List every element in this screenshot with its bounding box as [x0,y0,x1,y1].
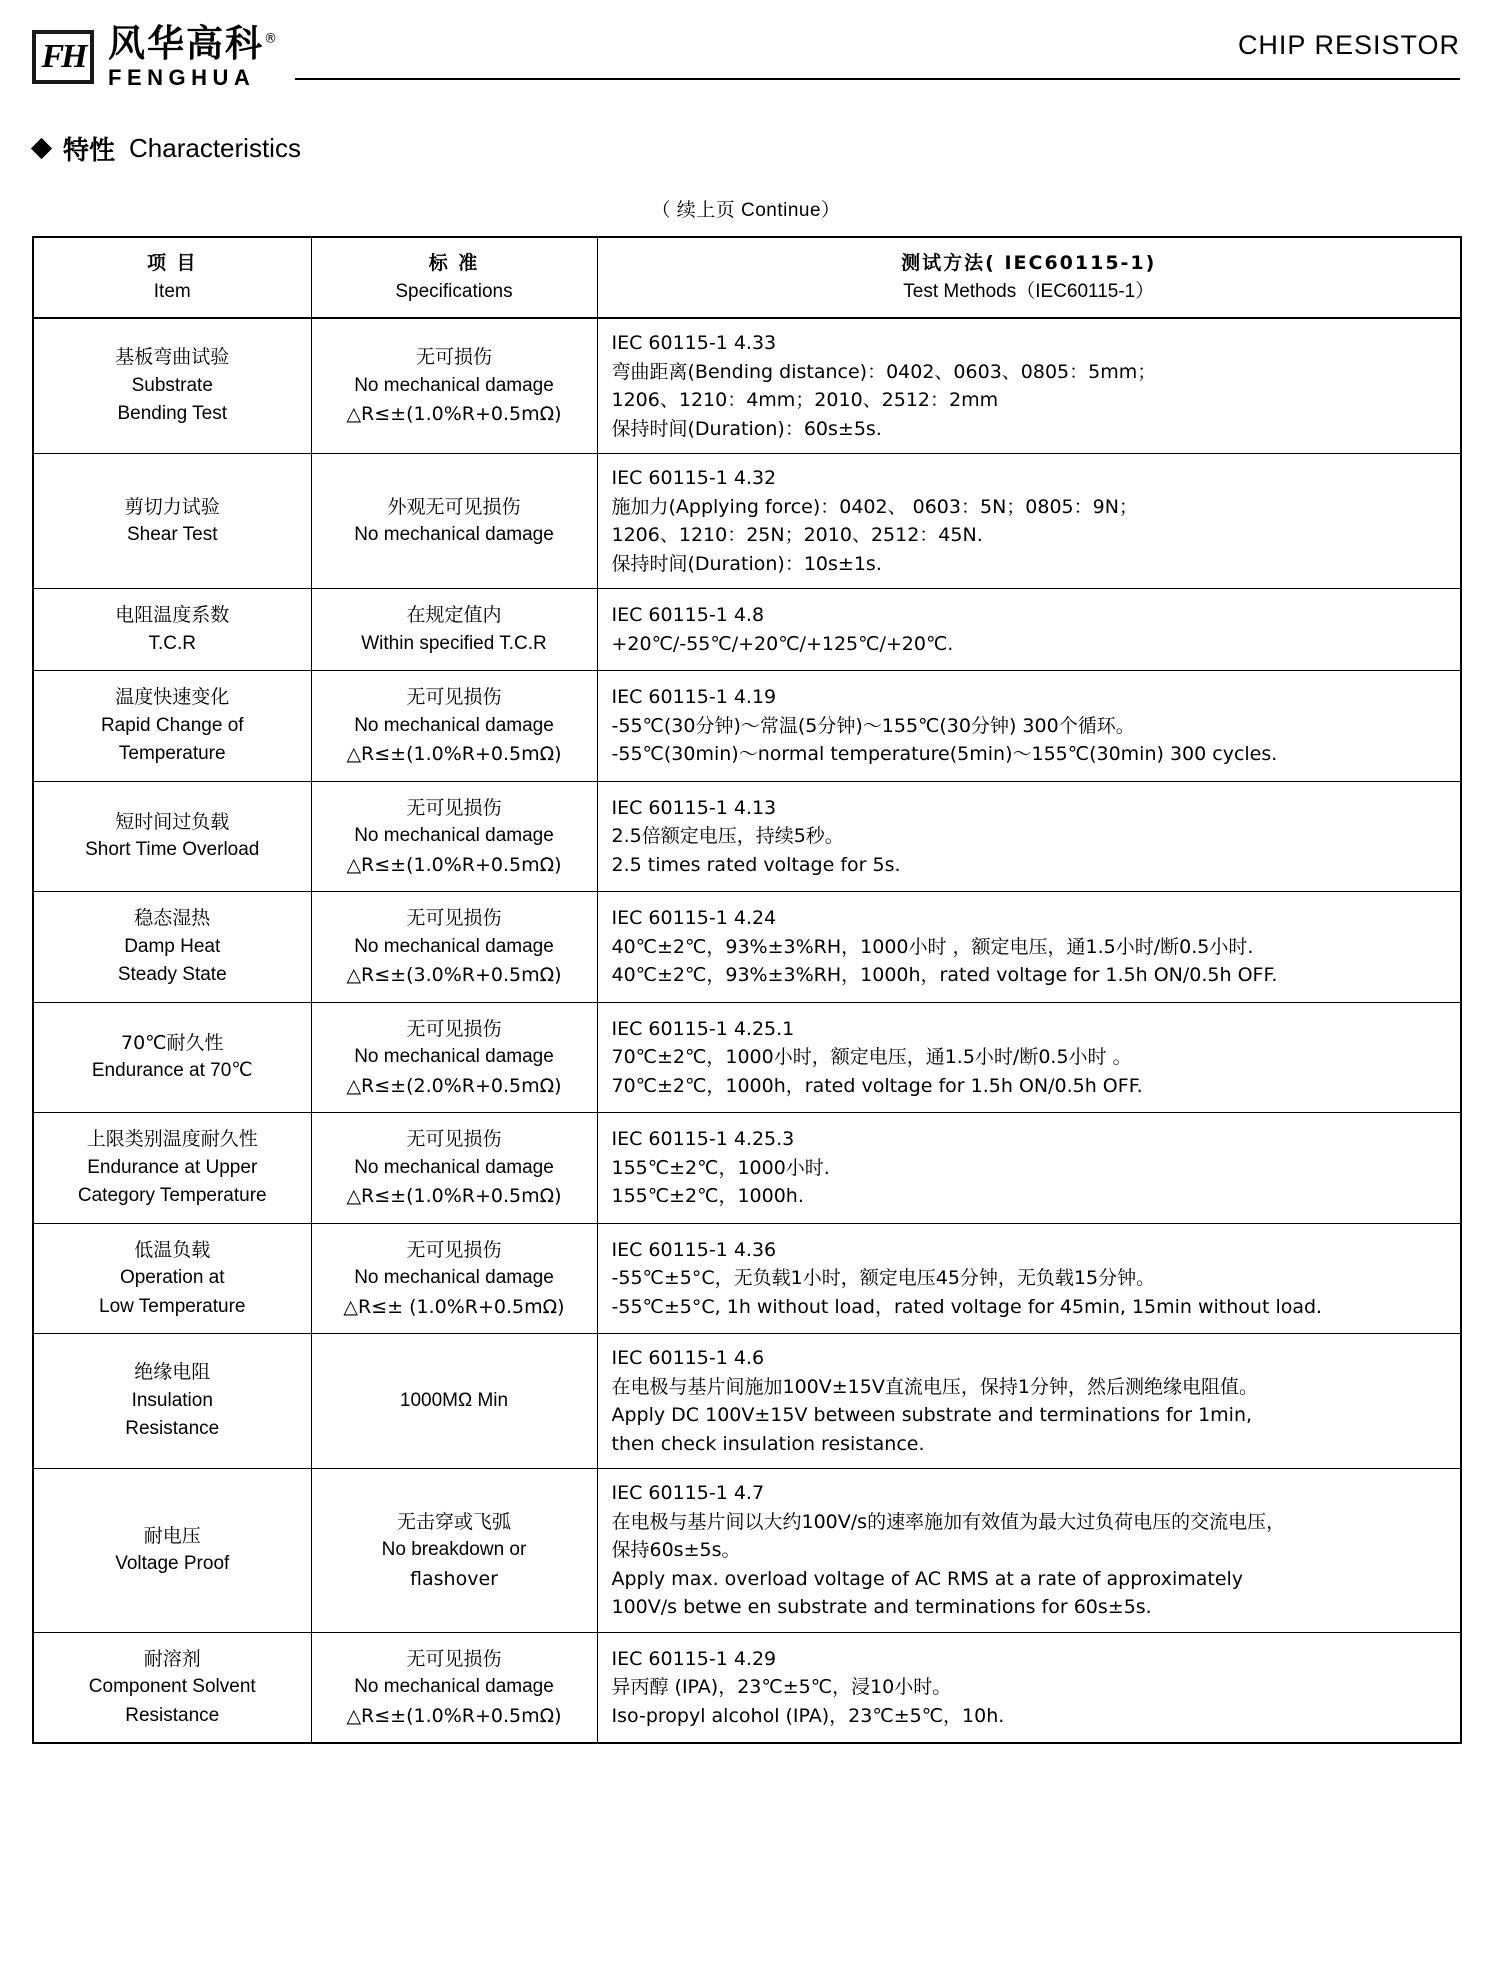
cell-item-en: Rapid Change of [100,714,244,736]
column-header-method-cn: 测试方法( IEC60115-1) [901,252,1157,274]
cell-item-cn: 绝缘电阻 [134,1361,211,1384]
cell-spec-en: No mechanical damage [354,1676,554,1698]
method-line: 1206、1210：25N；2010、2512：45N. [611,524,983,547]
cell-spec-extra: △R≤±(1.0%R+0.5mΩ) [346,403,562,426]
registered-mark: ® [264,31,279,47]
cell-specification [311,892,597,1003]
cell-item-en2: Resistance [125,1418,220,1440]
logo-wordmark [108,22,279,90]
method-line: 70℃±2℃，1000h，rated voltage for 1.5h ON/0.5h OFF. [611,1074,1143,1097]
table-header [33,237,1461,318]
method-line: IEC 60115-1 4.13 [611,796,777,819]
method-line: IEC 60115-1 4.36 [611,1238,777,1261]
method-line: IEC 60115-1 4.24 [611,907,777,930]
cell-item-en: Component Solvent [88,1676,256,1698]
column-header-item-en: Item [153,280,191,302]
cell-spec-en: Within specified T.C.R [361,632,547,654]
logo-chinese-name: 风华高科® [108,22,279,65]
cell-spec-cn: 无击穿或飞弧 [396,1510,511,1533]
cell-spec-extra: △R≤±(1.0%R+0.5mΩ) [346,743,562,766]
method-line: Iso-propyl alcohol (IPA)，23℃±5℃，10h. [611,1704,1005,1727]
cell-item-en: Shear Test [127,524,218,546]
cell-item-cn: 耐溶剂 [143,1647,201,1670]
cell-spec-en: 1000MΩ Min [399,1389,509,1411]
cell-item [33,892,311,1003]
cell-spec-en: No mechanical damage [354,524,554,546]
method-line: 异丙醇 (IPA)，23℃±5℃，浸10小时。 [611,1676,952,1699]
cell-test-method [597,318,1461,454]
column-header-spec-en: Specifications [395,280,513,302]
method-line: -55℃(30min)～normal temperature(5min)～155℃(30min) 300 cycles. [611,743,1278,766]
cell-item [33,671,311,782]
method-line: -55℃±5°C，无负载1小时，额定电压45分钟，无负载15分钟。 [611,1267,1156,1290]
method-line: then check insulation resistance. [611,1432,925,1455]
cell-spec-cn: 无可见损伤 [406,1128,502,1151]
cell-specification [311,1223,597,1334]
cell-item-en: Operation at [119,1267,225,1289]
method-line: 40℃±2℃，93%±3%RH，1000小时 ，额定电压，通1.5小时/断0.5小时. [611,935,1254,958]
company-logo [32,22,279,90]
method-line: -55℃±5°C, 1h without load，rated voltage for 45min, 15min without load. [611,1295,1323,1318]
method-line: IEC 60115-1 4.25.3 [611,1128,795,1151]
cell-test-method [597,589,1461,671]
cell-test-method [597,892,1461,1003]
cell-item-en2: Category Temperature [77,1185,267,1207]
cell-spec-cn: 无可损伤 [415,346,492,369]
table-row [33,1002,1461,1113]
table-row [33,781,1461,892]
page-header [32,18,1460,96]
cell-specification [311,1113,597,1224]
header-divider [295,78,1460,80]
method-line: 保持时间(Duration)：10s±1s. [611,552,882,575]
cell-item-cn: 剪切力试验 [124,495,220,518]
cell-item-en: Endurance at 70℃ [91,1060,253,1082]
logo-english-name: FENGHUA [108,65,256,90]
cell-item-en: Voltage Proof [115,1553,230,1575]
cell-spec-cn: 无可见损伤 [406,907,502,930]
method-line: Apply max. overload voltage of AC RMS at a rate of approximately [611,1567,1244,1590]
cell-item [33,454,311,589]
table-row [33,671,1461,782]
table-row [33,454,1461,589]
logo-mark-text: FH [41,38,85,75]
cell-specification [311,589,597,671]
method-line: IEC 60115-1 4.8 [611,604,765,627]
cell-item-en: Endurance at Upper [87,1156,258,1178]
cell-spec-en: No mechanical damage [354,374,554,396]
cell-specification [311,1002,597,1113]
cell-spec-cn: 无可见损伤 [406,1647,502,1670]
cell-spec-extra: flashover [410,1567,498,1590]
method-line: 100V/s betwe en substrate and terminations for 60s±5s. [611,1596,1152,1619]
cell-test-method [597,1469,1461,1633]
cell-spec-cn: 在规定值内 [406,604,502,627]
cell-spec-en: No mechanical damage [354,1267,554,1289]
table-row [33,1113,1461,1224]
cell-specification [311,318,597,454]
cell-spec-en: No mechanical damage [354,1156,554,1178]
cell-item-cn: 上限类别温度耐久性 [86,1128,258,1151]
cell-test-method [597,1002,1461,1113]
cell-specification [311,1632,597,1743]
cell-test-method [597,781,1461,892]
table-row [33,1223,1461,1334]
section-heading [32,130,1460,167]
method-line: -55℃(30分钟)～常温(5分钟)～155℃(30分钟) 300个循环。 [611,714,1135,737]
cell-item [33,1002,311,1113]
cell-item-en2: Low Temperature [99,1295,246,1317]
column-header-specifications [311,237,597,318]
cell-item-cn: 温度快速变化 [115,686,230,709]
table-row [33,1469,1461,1633]
cell-item [33,589,311,671]
method-line: 2.5倍额定电压，持续5秒。 [611,825,844,848]
table-row [33,589,1461,671]
cell-spec-en: No breakdown or [381,1539,527,1561]
cell-item-cn: 70℃耐久性 [120,1031,224,1054]
cell-test-method [597,671,1461,782]
cell-item-en2: Steady State [117,964,227,986]
table-body [33,318,1461,1743]
cell-test-method [597,1334,1461,1469]
cell-test-method [597,1223,1461,1334]
column-header-spec-cn: 标 准 [428,252,480,274]
table-row [33,1334,1461,1469]
cell-item-en2: Bending Test [117,403,227,425]
cell-item-cn: 稳态湿热 [134,907,211,930]
column-header-item-cn: 项 目 [146,252,198,274]
cell-item-en2: Resistance [125,1704,220,1726]
cell-spec-cn: 无可见损伤 [406,1017,502,1040]
cell-spec-extra: △R≤± (1.0%R+0.5mΩ) [343,1295,565,1318]
cell-item-en: Insulation [131,1389,213,1411]
method-line: 弯曲距离(Bending distance)：0402、0603、0805：5mm； [611,360,1157,383]
cell-item-en: Short Time Overload [85,839,260,861]
cell-item [33,1334,311,1469]
method-line: 70℃±2℃，1000小时，额定电压，通1.5小时/断0.5小时 。 [611,1046,1132,1069]
table-row [33,318,1461,454]
cell-item-cn: 基板弯曲试验 [115,346,230,369]
cell-item-en: Substrate [131,374,213,396]
characteristics-table [32,236,1462,1744]
section-title-en: Characteristics [129,133,301,163]
method-line: 保持60s±5s。 [611,1539,741,1562]
method-line: 155℃±2℃，1000h. [611,1185,804,1208]
cell-item-en: T.C.R [148,632,196,654]
cell-specification [311,454,597,589]
method-line: IEC 60115-1 4.7 [611,1482,765,1505]
method-line: IEC 60115-1 4.33 [611,332,777,355]
fenghua-logo-icon [32,30,94,84]
table-header-row [33,237,1461,318]
table-row [33,1632,1461,1743]
page-title: CHIP RESISTOR [1237,30,1460,60]
column-header-test-methods [597,237,1461,318]
cell-item-en2: Temperature [118,743,226,765]
cell-specification [311,671,597,782]
continue-note: （ 续上页 Continue） [651,200,841,221]
cell-spec-extra: △R≤±(1.0%R+0.5mΩ) [346,1185,562,1208]
method-line: 保持时间(Duration)：60s±5s. [611,417,882,440]
method-line: 施加力(Applying force)：0402、 0603：5N；0805：9N； [611,495,1138,518]
method-line: Apply DC 100V±15V between substrate and terminations for 1min, [611,1404,1253,1427]
method-line: 在电极与基片间施加100V±15V直流电压，保持1分钟，然后测绝缘电阻值。 [611,1375,1258,1398]
table-row [33,892,1461,1003]
method-line: +20℃/-55℃/+20℃/+125℃/+20℃. [611,632,954,655]
cell-item-cn: 低温负载 [134,1238,211,1261]
method-line: IEC 60115-1 4.6 [611,1347,765,1370]
cell-spec-cn: 无可见损伤 [406,686,502,709]
cell-item [33,1632,311,1743]
cell-spec-en: No mechanical damage [354,714,554,736]
diamond-bullet-icon [31,138,52,159]
cell-item [33,1223,311,1334]
cell-spec-en: No mechanical damage [354,1046,554,1068]
cell-spec-extra: △R≤±(1.0%R+0.5mΩ) [346,853,562,876]
cell-specification [311,781,597,892]
column-header-method-en: Test Methods（IEC60115-1） [903,280,1155,302]
cell-test-method [597,454,1461,589]
cell-spec-extra: △R≤±(1.0%R+0.5mΩ) [346,1704,562,1727]
cell-spec-cn: 无可见损伤 [406,1238,502,1261]
column-header-item [33,237,311,318]
section-title-cn: 特性 [63,136,116,166]
method-line: 在电极与基片间以大约100V/s的速率施加有效值为最大过负荷电压的交流电压， [611,1510,1286,1533]
cell-test-method [597,1113,1461,1224]
method-line: 2.5 times rated voltage for 5s. [611,853,901,876]
cell-test-method [597,1632,1461,1743]
cell-item-cn: 耐电压 [143,1524,201,1547]
method-line: 155℃±2℃，1000小时. [611,1156,830,1179]
method-line: IEC 60115-1 4.32 [611,467,777,490]
cell-item [33,1113,311,1224]
cell-item [33,781,311,892]
method-line: 1206、1210：4mm；2010、2512：2mm [611,389,999,412]
cell-item [33,1469,311,1633]
cell-specification [311,1334,597,1469]
method-line: IEC 60115-1 4.29 [611,1647,777,1670]
cell-spec-en: No mechanical damage [354,825,554,847]
cell-spec-extra: △R≤±(2.0%R+0.5mΩ) [346,1074,562,1097]
method-line: IEC 60115-1 4.25.1 [611,1017,795,1040]
cell-item-en: Damp Heat [124,935,221,957]
cell-item-cn: 短时间过负载 [115,810,230,833]
method-line: 40℃±2℃，93%±3%RH，1000h，rated voltage for 1.5h ON/0.5h OFF. [611,964,1278,987]
method-line: IEC 60115-1 4.19 [611,686,777,709]
cell-spec-cn: 外观无可见损伤 [387,495,521,518]
cell-spec-cn: 无可见损伤 [406,796,502,819]
cell-specification [311,1469,597,1633]
cell-spec-extra: △R≤±(3.0%R+0.5mΩ) [346,964,562,987]
cell-item-cn: 电阻温度系数 [115,604,230,627]
cell-spec-en: No mechanical damage [354,935,554,957]
cell-item [33,318,311,454]
